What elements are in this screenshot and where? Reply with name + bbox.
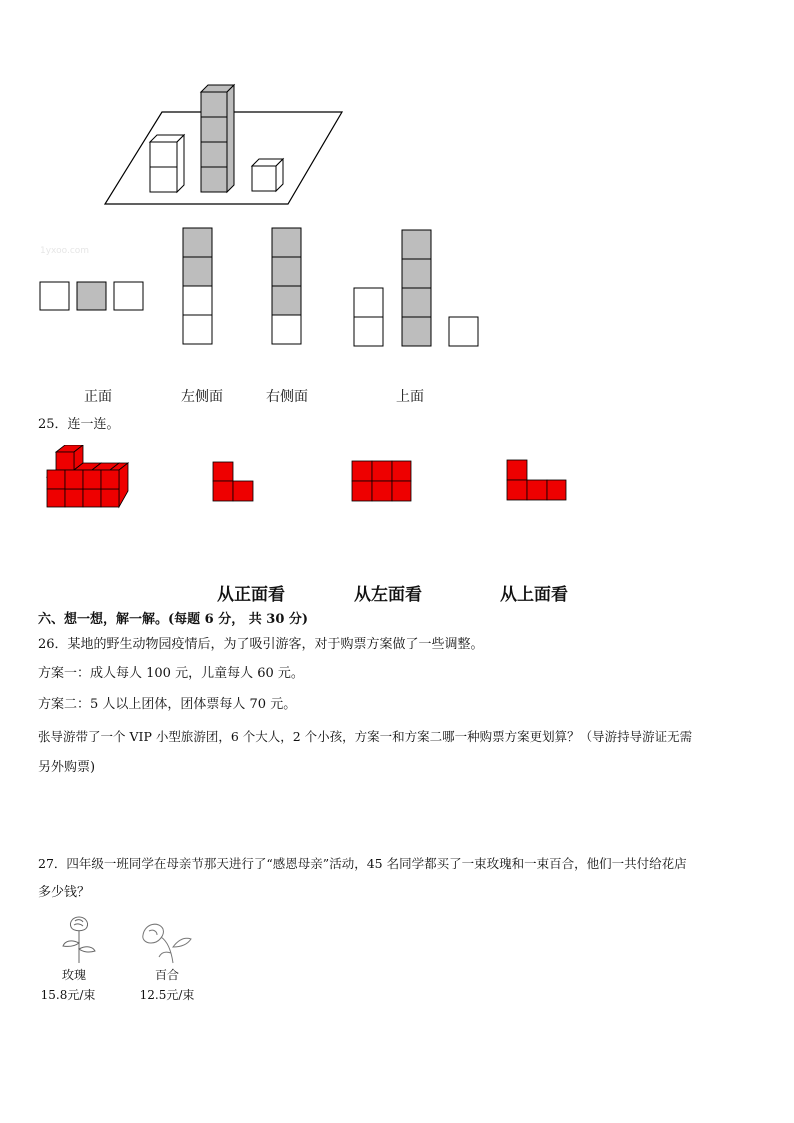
flower-price-lily: 12.5元/束 (139, 988, 195, 1002)
left-side-view-squares (183, 228, 212, 344)
question-26-line-2: 另外购票) (38, 760, 96, 775)
views-figure (30, 220, 500, 355)
red-3d-shape (47, 445, 128, 507)
question-27-line-2: 多少钱？ (38, 885, 91, 900)
view-label-right: 右侧面 (266, 389, 308, 405)
flower-name-rose: 玫瑰 (61, 968, 86, 982)
question-27-line-1: 27．四年级一班同学在母亲节那天进行了“感恩母亲”活动，45 名同学都买了一束玫瑰和一束百合，他们一共付给花店 (38, 856, 687, 871)
view-label-front: 正面 (84, 389, 112, 405)
look-label-front: 从正面看 (217, 585, 285, 605)
question-26-intro: 26．某地的野生动物园疫情后，为了吸引游客，对于购票方案做了一些调整。 (38, 637, 484, 652)
red-l-shape (213, 462, 253, 501)
right-side-view-squares (272, 228, 301, 344)
left-stack (150, 135, 184, 192)
front-view-squares (40, 282, 143, 310)
lily-icon (135, 917, 195, 965)
look-label-top: 从上面看 (500, 585, 568, 605)
red-rect-shape (352, 461, 411, 501)
view-label-top: 上面 (396, 389, 424, 405)
single-cube (252, 159, 283, 191)
watermark: 1yxoo.com (40, 246, 90, 256)
question-26-plan-1: 方案一：成人每人 100 元，儿童每人 60 元。 (38, 666, 304, 681)
section-6-title: 六、想一想，解一解。(每题 6 分， 共 30 分) (38, 612, 309, 627)
look-label-left: 从左面看 (354, 585, 422, 605)
question-26-plan-2: 方案二：5 人以上团体，团体票每人 70 元。 (38, 697, 297, 712)
flower-name-lily: 百合 (154, 968, 179, 982)
red-shapes-figure (40, 445, 580, 515)
tall-stack (201, 85, 234, 192)
top-view-squares (354, 230, 478, 346)
question-25: 25．连一连。 (38, 417, 120, 432)
rose-icon (55, 913, 103, 965)
question-26-line-1: 张导游带了一个 VIP 小型旅游团，6 个大人，2 个小孩，方案一和方案二哪一种购票方案更划算？（导游持导游证无需 (38, 729, 693, 744)
flower-price-rose: 15.8元/束 (40, 988, 96, 1002)
red-long-l-shape (507, 460, 566, 500)
view-label-left: 左侧面 (181, 389, 223, 405)
cube-arrangement-figure (100, 80, 350, 210)
